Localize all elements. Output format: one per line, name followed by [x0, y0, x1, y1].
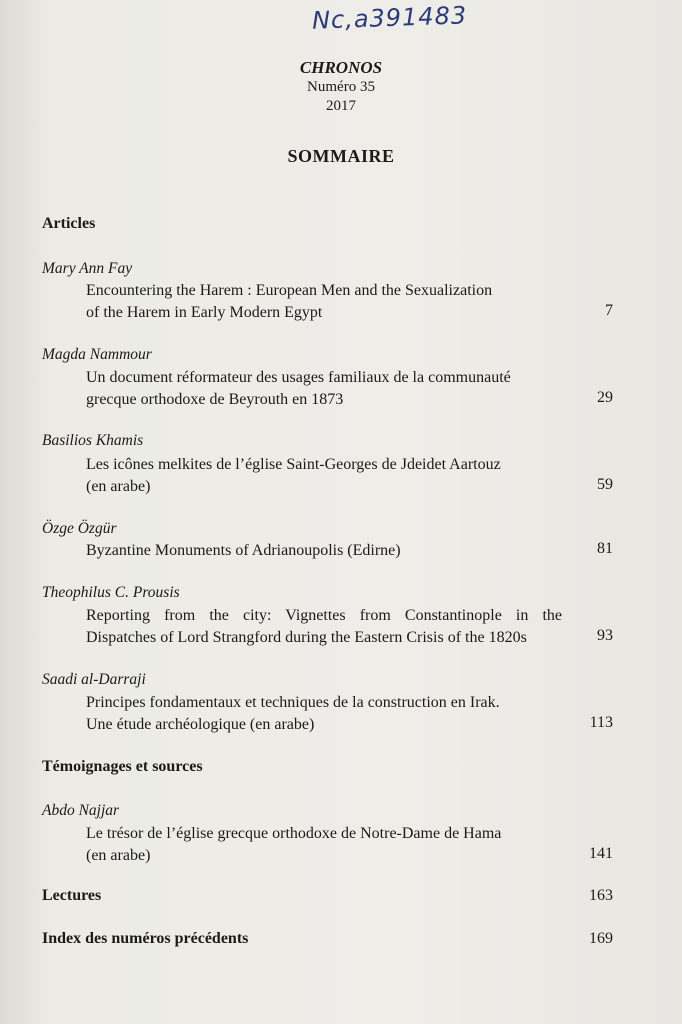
- entry-title-line: grecque orthodoxe de Beyrouth en 1873: [86, 391, 344, 408]
- entry-page-number: 81: [597, 540, 613, 557]
- entry-author: Magda Nammour: [42, 346, 152, 363]
- entry-page-number: 59: [597, 476, 613, 493]
- entry-title-line: of the Harem in Early Modern Egypt: [86, 304, 323, 321]
- entry-page-number: 113: [589, 714, 613, 731]
- entry-title-line: Un document réformateur des usages familiaux de la communauté: [86, 369, 511, 386]
- issue-year: 2017: [326, 98, 356, 114]
- entry-title-line: Les icônes melkites de l’église Saint-Georges de Jdeidet Aartouz: [86, 456, 501, 473]
- entry-page-number: 141: [589, 845, 613, 862]
- entry-title-line: Une étude archéologique (en arabe): [86, 716, 315, 733]
- entry-page-number: 7: [605, 302, 613, 319]
- entry-author: Theophilus C. Prousis: [42, 584, 180, 601]
- page-title: SOMMAIRE: [287, 146, 395, 166]
- entry-title-line: Byzantine Monuments of Adrianoupolis (Edirne): [86, 542, 401, 559]
- entry-title-line: Le trésor de l’église grecque orthodoxe de Notre-Dame de Hama: [86, 825, 502, 842]
- entry-author: Abdo Najjar: [42, 802, 120, 819]
- entry-title-line: Dispatches of Lord Strangford during the Eastern Crisis of the 1820s: [86, 629, 527, 646]
- entry-author: Basilios Khamis: [42, 432, 144, 449]
- entry-title: [86, 692, 562, 736]
- entry-title-line: Reporting from the city: Vignettes from Constantinople in the: [86, 607, 562, 624]
- entry-author: Saadi al-Darraji: [42, 671, 146, 688]
- entry-author: Özge Özgür: [42, 520, 117, 537]
- section-temoignages: Témoignages et sources: [42, 758, 203, 775]
- lectures-page-number: 163: [589, 887, 613, 904]
- entry-title-line: Principes fondamentaux et techniques de la construction en Irak.: [86, 694, 500, 711]
- entry-title: [86, 367, 562, 411]
- entry-title: [86, 540, 562, 562]
- entry-title-line: (en arabe): [86, 478, 151, 495]
- entry-title-line: (en arabe): [86, 847, 151, 864]
- entry-title: [86, 454, 562, 498]
- entry-title: [86, 280, 562, 324]
- index-page-number: 169: [589, 930, 613, 947]
- entry-title: [86, 823, 562, 867]
- issue-number: Numéro 35: [307, 79, 375, 95]
- entry-page-number: 29: [597, 389, 613, 406]
- section-lectures: Lectures: [42, 887, 102, 904]
- section-index: Index des numéros précédents: [42, 930, 249, 947]
- entry-author: Mary Ann Fay: [42, 260, 133, 277]
- entry-title-line: Encountering the Harem : European Men and the Sexualization: [86, 282, 493, 299]
- handwritten-call-number: Nc,a391483: [311, 1, 468, 35]
- entry-page-number: 93: [597, 627, 613, 644]
- journal-name: CHRONOS: [299, 58, 383, 77]
- section-articles: Articles: [42, 215, 96, 232]
- entry-title: [86, 605, 562, 649]
